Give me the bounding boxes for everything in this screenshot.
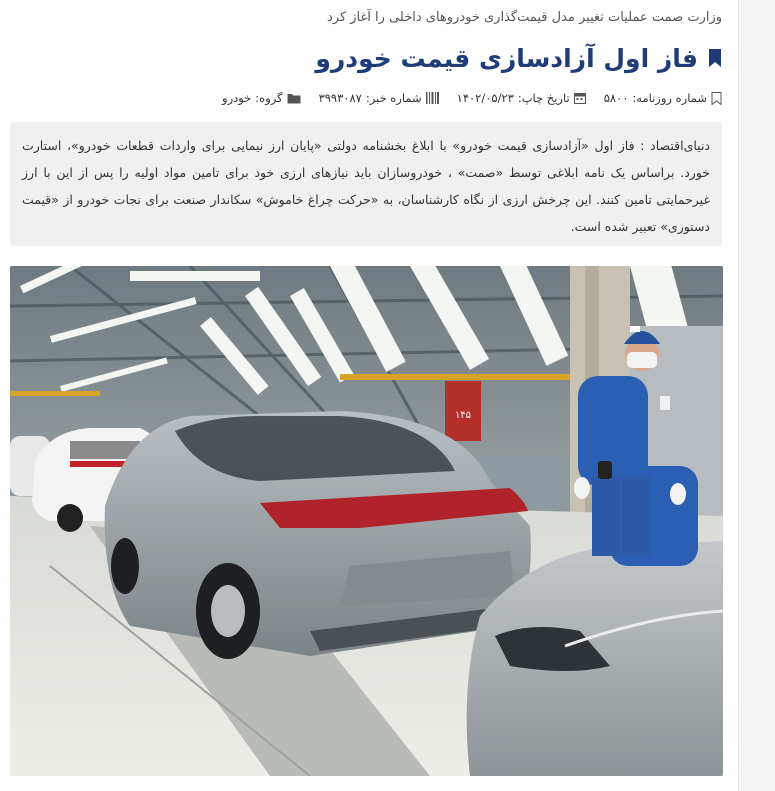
article-meta bbox=[7, 88, 722, 108]
factory-car-photo bbox=[10, 266, 723, 776]
factory-sign: ۱۴۵ bbox=[454, 410, 472, 421]
group-value[interactable]: خودرو bbox=[222, 91, 252, 105]
date-label: تاریخ چاپ: bbox=[517, 91, 570, 105]
bookmark-icon[interactable] bbox=[708, 49, 722, 67]
title-row bbox=[12, 38, 722, 78]
news-number-value: ۳۹۹۳۰۸۷ bbox=[318, 91, 362, 105]
issue-value: ۵۸۰۰ bbox=[603, 91, 629, 105]
folder-icon bbox=[287, 93, 301, 104]
bookmark-outline-icon bbox=[711, 92, 722, 105]
article-lead: دنیای‌اقتصاد : فاز اول «آزادسازی قیمت خودرو» با ابلاغ بخشنامه دولتی «پایان ارز نیمایی برای واردات قطعات خودرو»، استارت خورد. براساس یک نامه ابلاغی توسط «صمت» ، خودروسازان باید نیازهای ارزی خود برای تامین مواد اولیه را پس از این با ارز غیرحمایتی تامین کنند. این چرخش ارزی از نگاه کارشناسان، به «حرکت چراغ خاموش» سکاندار صنعت برای نجات خودرو از «قیمت دستوری» تعبیر شده است. bbox=[10, 122, 722, 246]
print-date bbox=[457, 91, 586, 105]
issue-label: شماره روزنامه: bbox=[632, 91, 707, 105]
barcode-icon bbox=[426, 92, 439, 104]
calendar-icon bbox=[574, 92, 586, 104]
article-title: فاز اول آزادسازی قیمت خودرو bbox=[315, 43, 698, 73]
article-subtitle: وزارت صمت عملیات تغییر مدل قیمت‌گذاری خودروهای داخلی را آغاز کرد bbox=[326, 10, 722, 25]
group-label: گروه: bbox=[255, 91, 283, 105]
news-group bbox=[222, 91, 301, 105]
page-gutter bbox=[738, 0, 775, 791]
issue-number bbox=[604, 91, 722, 105]
date-value: ۱۴۰۲/۰۵/۲۳ bbox=[456, 91, 514, 105]
news-number bbox=[319, 91, 439, 105]
article-photo bbox=[10, 266, 723, 776]
news-number-label: شماره خبر: bbox=[365, 91, 422, 105]
